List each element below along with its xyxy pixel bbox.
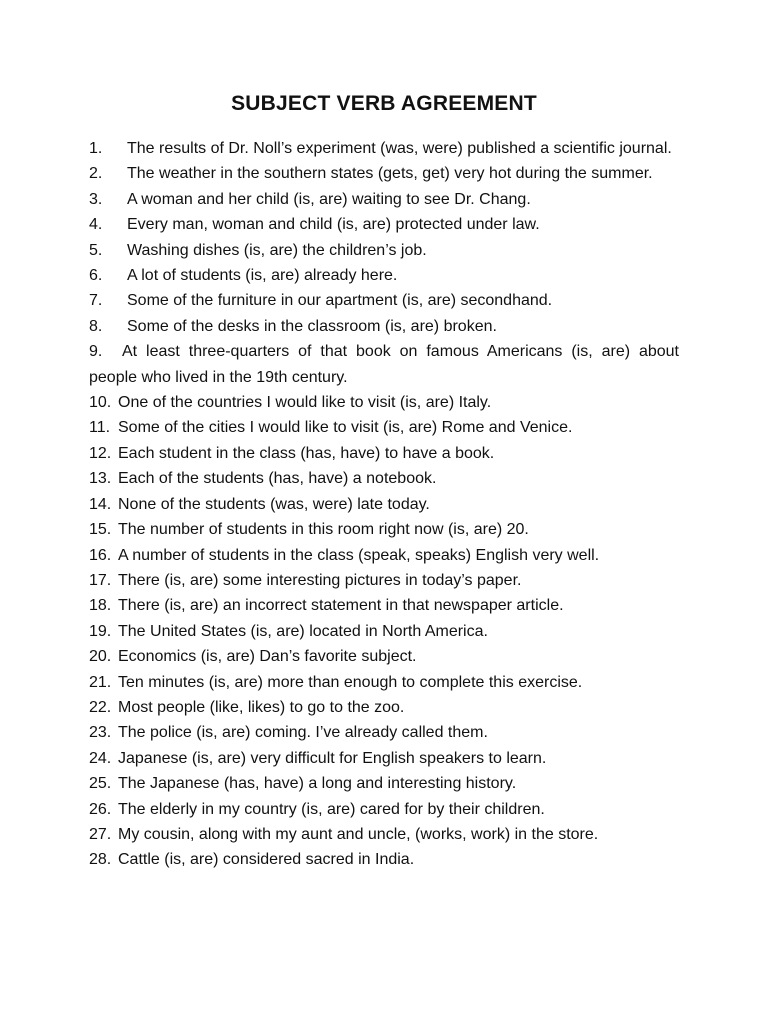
item-number: 26. [89,800,112,818]
list-item [89,543,679,568]
list-item [89,771,679,796]
item-text: The United States (is, are) located in North America. [118,622,488,640]
item-text: A number of students in the class (speak, speaks) English very well. [118,546,600,564]
list-item [89,492,679,517]
item-number: 3. [89,190,103,208]
item-number: 8. [89,317,103,335]
list-item [89,314,679,339]
item-number: 7. [89,292,103,310]
list-item [89,187,679,212]
list-item [89,517,679,542]
item-number: 18. [89,597,112,615]
list-item [89,670,679,695]
item-number: 25. [89,775,112,793]
item-number: 24. [89,749,112,767]
item-text: The Japanese (has, have) a long and interesting history. [118,775,517,793]
item-number: 9. [89,343,103,361]
item-text: Cattle (is, are) considered sacred in India. [118,851,415,869]
list-item [89,441,679,466]
list-item [89,288,679,313]
item-text: Each student in the class (has, have) to have a book. [118,444,495,462]
list-item [89,644,679,669]
item-text: Each of the students (has, have) a notebook. [118,470,437,488]
item-number: 19. [89,622,112,640]
item-text: Every man, woman and child (is, are) protected under law. [127,216,540,234]
item-text: The elderly in my country (is, are) cared for by their children. [118,800,545,818]
item-text: Some of the cities I would like to visit (is, are) Rome and Venice. [118,419,573,437]
item-text: The number of students in this room right now (is, are) 20. [118,521,529,539]
list-item [89,263,679,288]
item-number: 4. [89,216,103,234]
list-item [89,568,679,593]
item-number: 11. [89,419,111,437]
item-text: Japanese (is, are) very difficult for English speakers to learn. [118,749,547,767]
item-number: 21. [89,673,112,691]
item-text: There (is, are) some interesting pictures in today’s paper. [118,571,522,589]
item-number: 13. [89,470,112,488]
list-item [89,238,679,263]
list-item [89,847,679,872]
item-text: The weather in the southern states (gets, get) very hot during the summer. [127,165,653,183]
item-text: Washing dishes (is, are) the children’s job. [127,241,427,259]
item-text: Economics (is, are) Dan’s favorite subject. [118,648,417,666]
list-item [89,746,679,771]
list-item [89,136,679,161]
item-number: 2. [89,165,103,183]
list-item [89,161,679,186]
item-number: 20. [89,648,112,666]
item-text: The results of Dr. Noll’s experiment (was, were) published a scientific journal. [127,140,672,157]
item-number: 15. [89,521,112,539]
list-item [89,695,679,720]
item-number: 22. [89,698,112,716]
item-text: A lot of students (is, are) already here. [127,267,398,285]
list-item [89,466,679,491]
item-number: 12. [89,444,112,462]
item-number: 27. [89,825,112,843]
list-item [89,390,679,415]
item-text: None of the students (was, were) late today. [118,495,430,513]
item-number: 14. [89,495,112,513]
list-item [89,593,679,618]
page-title: SUBJECT VERB AGREEMENT [231,92,537,115]
exercise-list [89,136,679,873]
item-number: 16. [89,546,112,564]
list-item [89,797,679,822]
item-text: There (is, are) an incorrect statement in that newspaper article. [118,597,564,615]
item-number: 23. [89,724,112,742]
item-number: 17. [89,571,112,589]
item-number: 1. [89,140,103,157]
item-text: The police (is, are) coming. I’ve already called them. [118,724,488,742]
item-text: Some of the furniture in our apartment (is, are) secondhand. [127,292,553,310]
item-number: 5. [89,241,103,259]
item-text: A woman and her child (is, are) waiting to see Dr. Chang. [127,190,531,208]
item-text: At least three-quarters of that book on famous Americans (is, are) about people who lived in the 19th century. [89,343,679,386]
list-item [89,619,679,644]
list-item [89,415,679,440]
item-text: Ten minutes (is, are) more than enough to complete this exercise. [118,673,583,691]
item-number: 10. [89,394,112,412]
list-item [89,822,679,847]
item-number: 6. [89,267,103,285]
item-text: One of the countries I would like to visit (is, are) Italy. [118,394,492,412]
list-item [89,212,679,237]
list-item [89,720,679,745]
item-number: 28. [89,851,112,869]
item-text: Some of the desks in the classroom (is, are) broken. [127,317,497,335]
item-text: My cousin, along with my aunt and uncle, (works, work) in the store. [118,825,599,843]
item-text: Most people (like, likes) to go to the zoo. [118,698,405,716]
list-item [89,339,679,390]
